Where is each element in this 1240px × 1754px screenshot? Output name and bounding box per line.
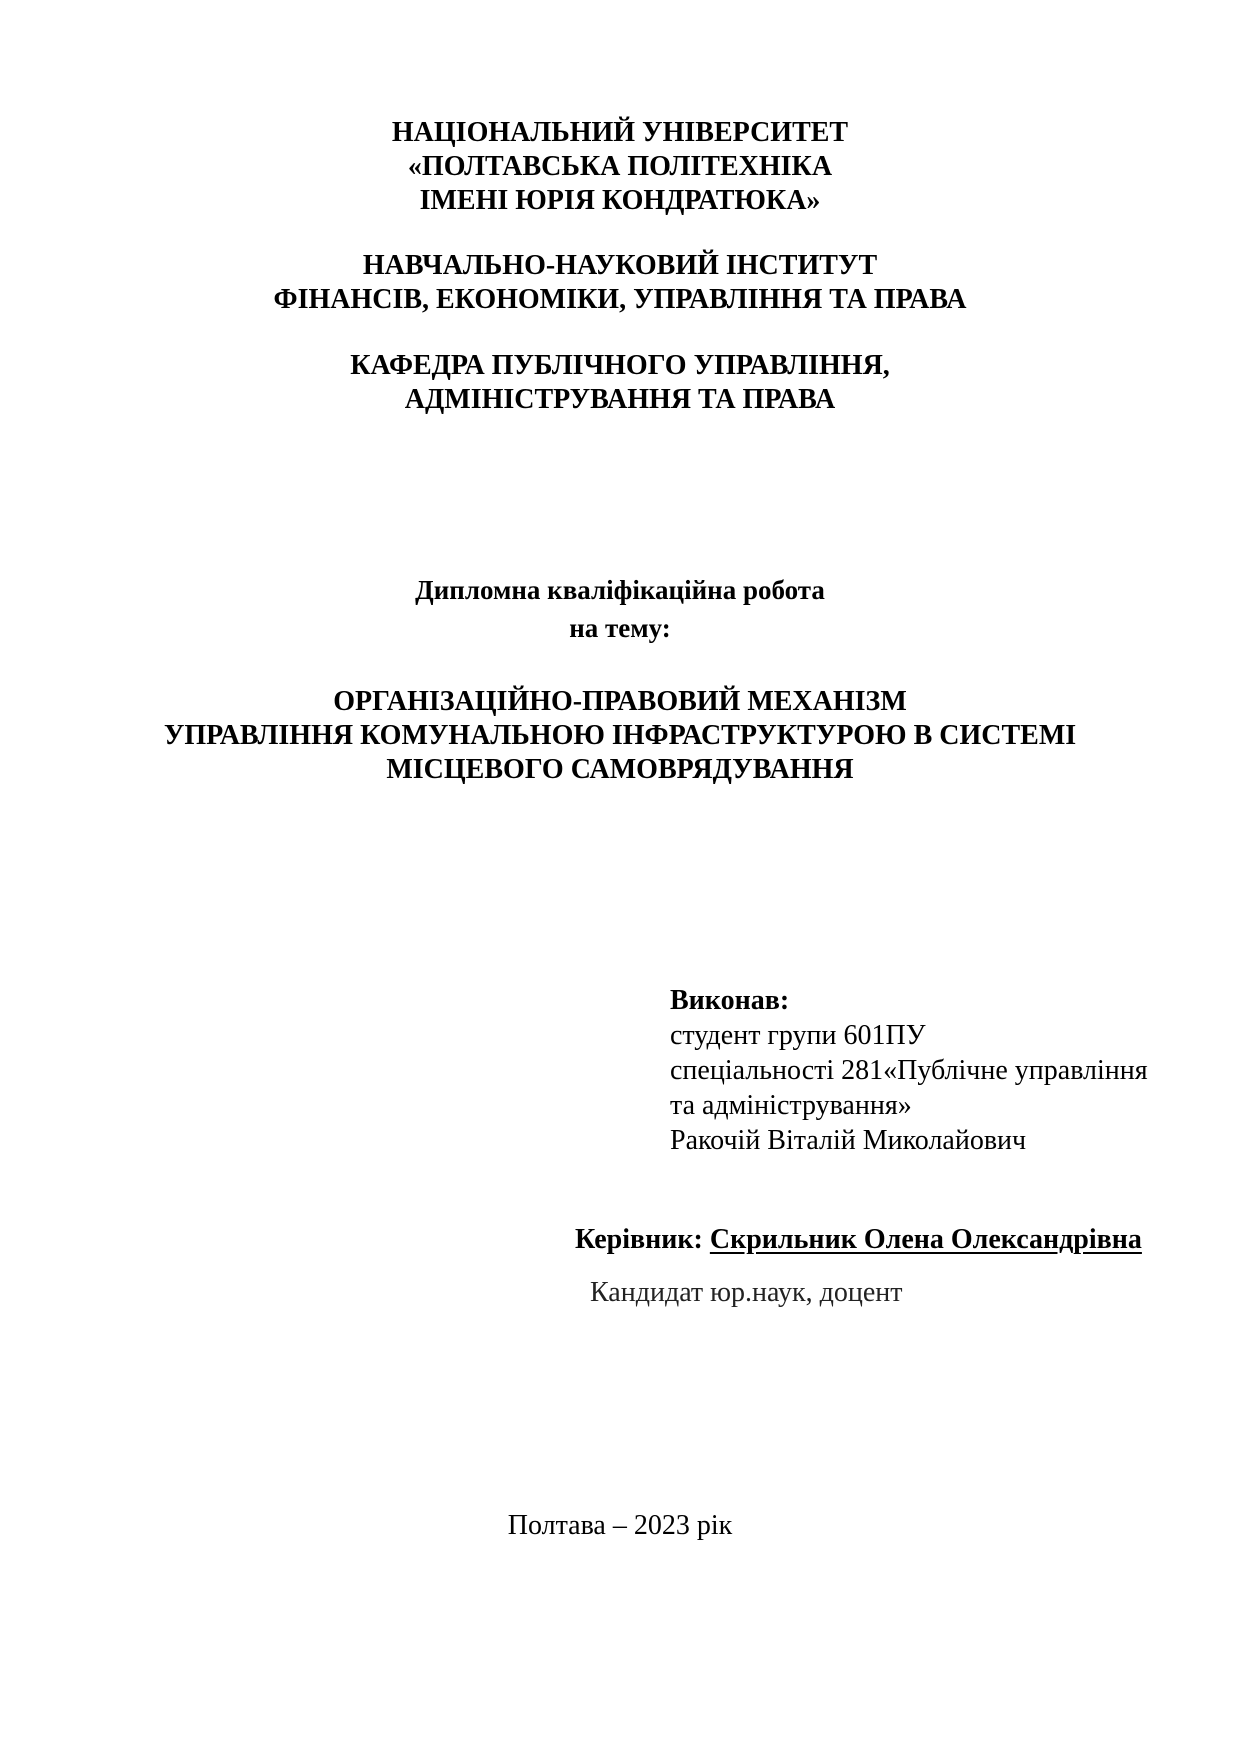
work-type — [0, 571, 1240, 647]
theme-line: УПРАВЛІННЯ КОМУНАЛЬНОЮ ІНФРАСТРУКТУРОЮ В СИСТЕМІ — [163, 720, 1077, 751]
author-label: Виконав: — [670, 985, 790, 1016]
author-block — [670, 983, 1148, 1158]
supervisor-degree: Кандидат юр.наук, доцент — [590, 1277, 903, 1308]
university-line: «ПОЛТАВСЬКА ПОЛІТЕХНІКА — [407, 151, 833, 182]
department-heading — [0, 349, 1240, 417]
author-specialty-cont: та адміністрування» — [670, 1090, 912, 1121]
supervisor-name: Скрильник Олена Олександрівна — [709, 1224, 1142, 1255]
work-type-line: Дипломна кваліфікаційна робота — [415, 575, 825, 605]
thesis-theme — [0, 685, 1240, 787]
university-heading — [0, 116, 1240, 218]
supervisor-label: Керівник: — [575, 1224, 703, 1255]
author-name: Ракочій Віталій Миколайович — [670, 1125, 1027, 1156]
theme-line: МІСЦЕВОГО САМОВРЯДУВАННЯ — [386, 754, 854, 785]
university-line: ІМЕНІ ЮРІЯ КОНДРАТЮКА» — [419, 185, 821, 216]
theme-line: ОРГАНІЗАЦІЙНО-ПРАВОВИЙ МЕХАНІЗМ — [333, 686, 907, 717]
city-year: Полтава – 2023 рік — [507, 1510, 733, 1541]
supervisor-line — [575, 1222, 1142, 1257]
author-group: студент групи 601ПУ — [670, 1020, 926, 1051]
institute-heading — [0, 249, 1240, 317]
institute-line: ФІНАНСІВ, ЕКОНОМІКИ, УПРАВЛІННЯ ТА ПРАВА — [273, 284, 967, 315]
university-line: НАЦІОНАЛЬНИЙ УНІВЕРСИТЕТ — [391, 117, 849, 148]
author-specialty: спеціальності 281«Публічне управління — [670, 1055, 1148, 1086]
work-type-line: на тему: — [569, 613, 671, 643]
department-line: КАФЕДРА ПУБЛІЧНОГО УПРАВЛІННЯ, — [350, 350, 890, 381]
department-line: АДМІНІСТРУВАННЯ ТА ПРАВА — [404, 384, 836, 415]
institute-line: НАВЧАЛЬНО-НАУКОВИЙ ІНСТИТУТ — [362, 250, 878, 281]
